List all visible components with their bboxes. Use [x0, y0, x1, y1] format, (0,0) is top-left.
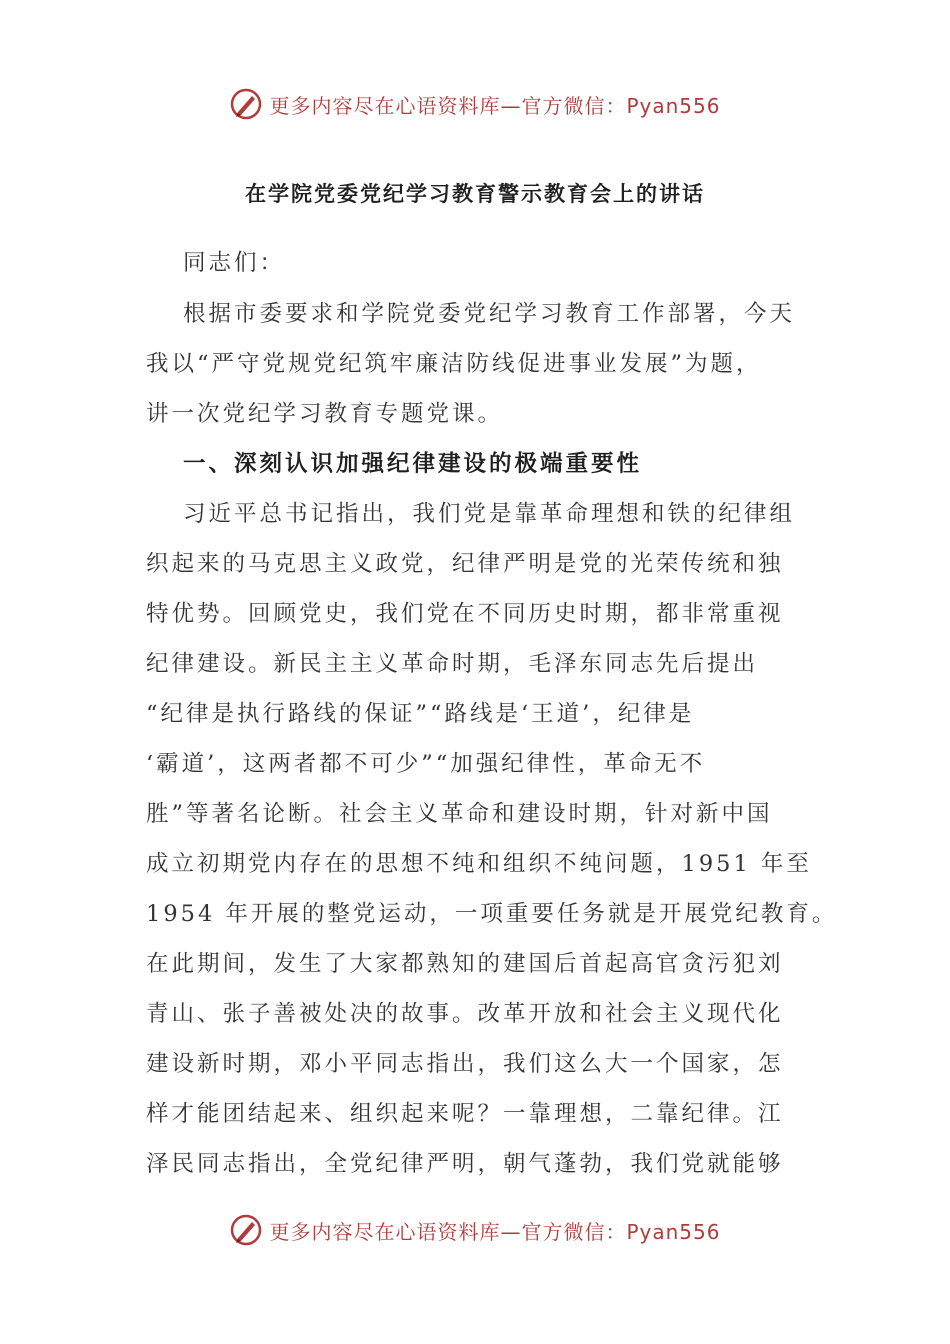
paragraph-line: 纪律建设。新民主主义革命时期，毛泽东同志先后提出: [146, 651, 759, 677]
header-watermark-banner: [0, 84, 950, 124]
paragraph-line: 习近平总书记指出，我们党是靠革命理想和铁的纪律组: [183, 501, 796, 527]
paragraph-line: 根据市委要求和学院党委党纪学习教育工作部署，今天: [183, 301, 796, 327]
section-heading: 一、深刻认识加强纪律建设的极端重要性: [183, 451, 643, 477]
paragraph-line: 讲一次党纪学习教育专题党课。: [146, 401, 504, 427]
document-title: 在学院党委党纪学习教育警示教育会上的讲话: [245, 181, 705, 206]
paragraph-line: 胜”等著名论断。社会主义革命和建设时期，针对新中国: [146, 801, 773, 827]
paragraph-line: 样才能团结起来、组织起来呢？一靠理想，二靠纪律。江: [146, 1101, 784, 1127]
salutation: 同志们：: [183, 250, 286, 276]
paragraph-line: 1954 年开展的整党运动，一项重要任务就是开展党纪教育。: [146, 901, 838, 927]
paragraph-line: 成立初期党内存在的思想不纯和组织不纯问题，1951 年至: [146, 851, 812, 877]
paragraph-line: 织起来的马克思主义政党，纪律严明是党的光荣传统和独: [146, 551, 784, 577]
paragraph-line: ‘霸道’，这两者都不可少”“加强纪律性，革命无不: [146, 751, 706, 777]
footer-watermark-banner: [0, 1210, 950, 1250]
paragraph-line: 在此期间，发生了大家都熟知的建国后首起高官贪污犯刘: [146, 951, 784, 977]
header-watermark-text: 更多内容尽在心语资料库—官方微信：Pyan556: [269, 93, 721, 118]
paragraph-line: 特优势。回顾党史，我们党在不同历史时期，都非常重视: [146, 601, 784, 627]
paragraph-line: 我以“严守党规党纪筑牢廉洁防线促进事业发展”为题，: [146, 351, 762, 377]
pen-logo-icon: [229, 87, 263, 121]
paragraph-line: 青山、张子善被处决的故事。改革开放和社会主义现代化: [146, 1001, 784, 1027]
paragraph-line: 建设新时期，邓小平同志指出，我们这么大一个国家，怎: [146, 1051, 784, 1077]
footer-watermark-text: 更多内容尽在心语资料库—官方微信：Pyan556: [269, 1219, 721, 1244]
paragraph-line: 泽民同志指出，全党纪律严明，朝气蓬勃，我们党就能够: [146, 1151, 784, 1177]
paragraph-line: “纪律是执行路线的保证”“路线是‘王道’，纪律是: [146, 701, 695, 727]
pen-logo-icon: [229, 1213, 263, 1247]
